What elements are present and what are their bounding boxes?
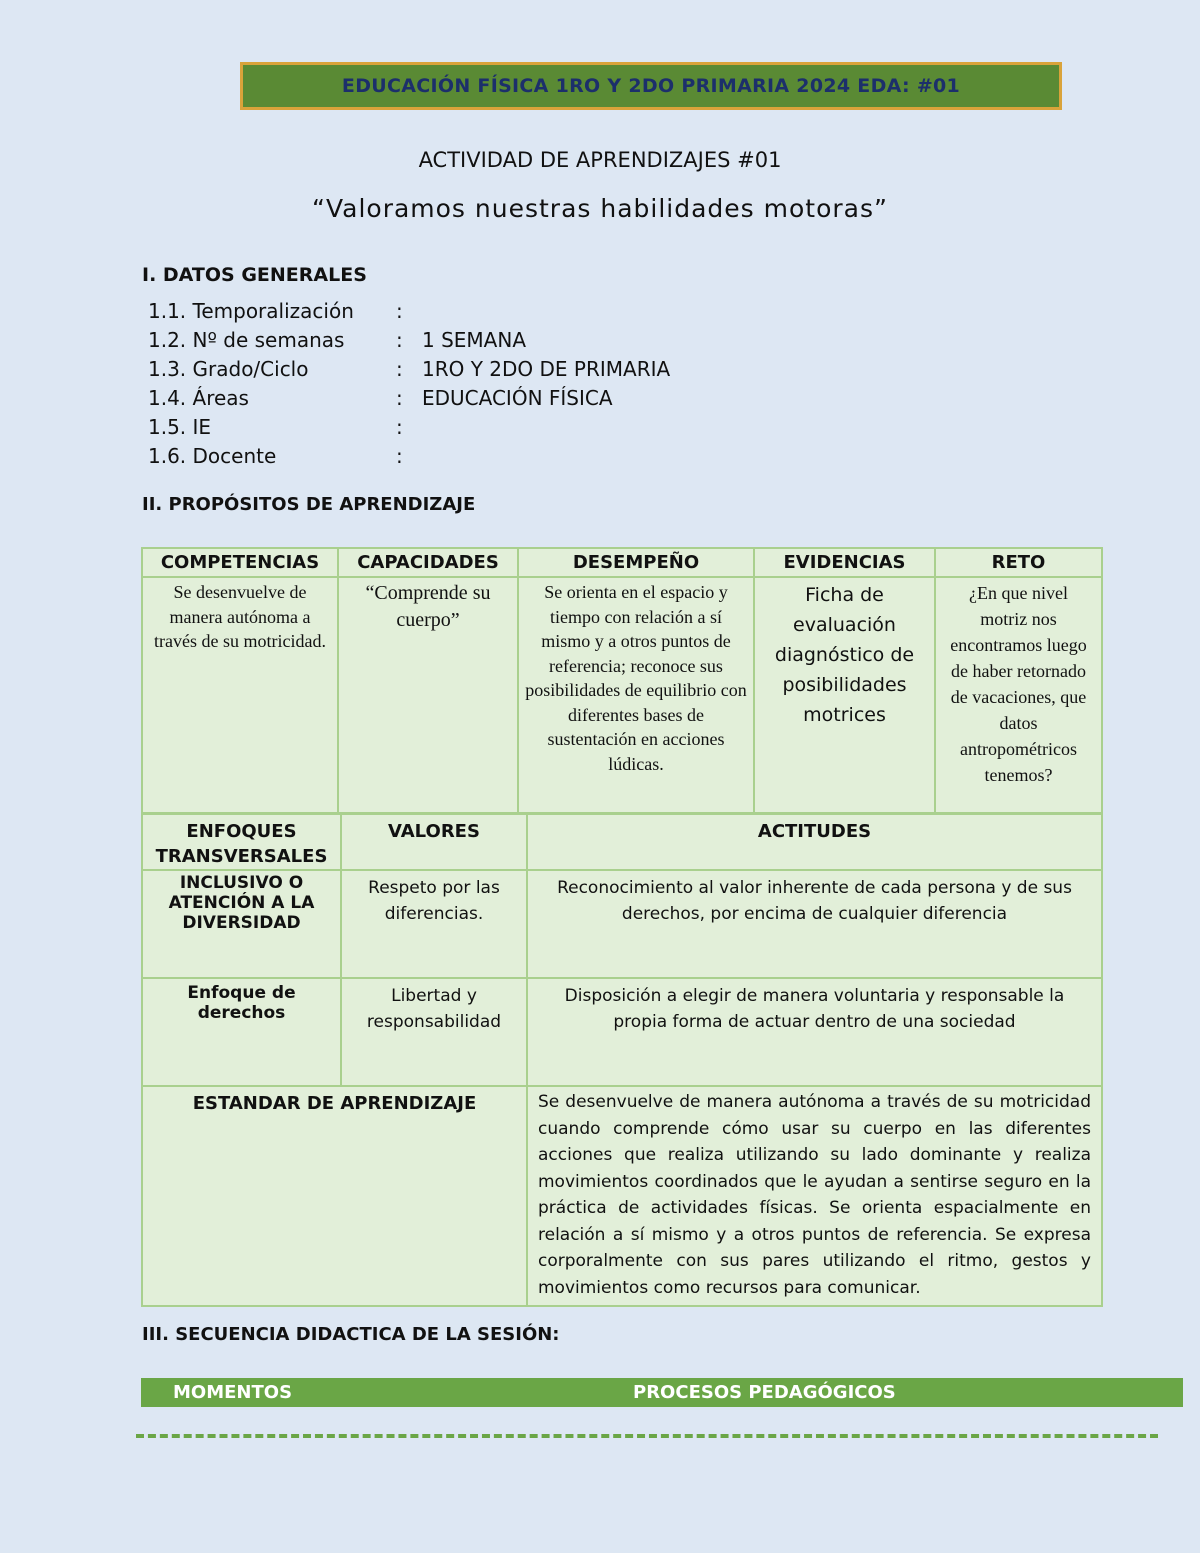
standard-label: ESTANDAR DE APRENDIZAJE bbox=[142, 1086, 527, 1306]
cell-desempeno: Se orienta en el espacio y tiempo con relación a sí mismo y a otros puntos de referencia; reconoce sus posibilidades de equilibrio con diferentes bases de sustentación en acciones lúdicas. bbox=[518, 577, 754, 813]
cell-reto: ¿En que nivel motriz nos encontramos luego de haber retornado de vacaciones, que datos antropométricos tenemos? bbox=[935, 577, 1102, 813]
general-row-semanas bbox=[148, 325, 670, 354]
enfoque-name: Enfoque de derechos bbox=[142, 978, 341, 1086]
enfoque-actitud: Reconocimiento al valor inherente de cada persona y de sus derechos, por encima de cualquier diferencia bbox=[527, 870, 1102, 978]
general-row-temporalizacion bbox=[148, 296, 670, 325]
cell-evidencia: Ficha de evaluación diagnóstico de posibilidades motrices bbox=[754, 577, 935, 813]
general-label: 1.3. Grado/Ciclo bbox=[148, 356, 309, 381]
purposes-header-row bbox=[142, 548, 1102, 577]
general-colon: : bbox=[396, 385, 403, 410]
standard-row bbox=[142, 1086, 1102, 1306]
transversal-header-row bbox=[142, 814, 1102, 870]
general-row-grado bbox=[148, 354, 670, 383]
document-banner bbox=[240, 62, 1062, 110]
general-row-ie bbox=[148, 412, 670, 441]
standard-text: Se desenvuelve de manera autónoma a través de su motricidad cuando comprende cómo usar su cuerpo en las diferentes acciones que realiza utilizando su lado dominante y realiza movimientos coordinados que le ayudan a sentirse seguro en la práctica de actividades físicas. Se orienta espacialmente en relación a sí mismo y a otros puntos de referencia. Se expresa corporalmente con sus pares utilizando el ritmo, gestos y movimientos como recursos para comunicar. bbox=[527, 1086, 1102, 1306]
header-reto: RETO bbox=[935, 548, 1102, 577]
header-valores: VALORES bbox=[341, 814, 527, 870]
general-data-list bbox=[148, 296, 670, 470]
cell-competencia: Se desenvuelve de manera autónoma a través de su motricidad. bbox=[142, 577, 338, 813]
section-propositos: II. PROPÓSITOS DE APRENDIZAJE bbox=[142, 494, 476, 515]
transversal-row bbox=[142, 870, 1102, 978]
banner-title: EDUCACIÓN FÍSICA 1RO Y 2DO PRIMARIA 2024 EDA: #01 bbox=[341, 75, 961, 97]
momentos-label: MOMENTOS bbox=[173, 1382, 293, 1403]
header-evidencias: EVIDENCIAS bbox=[754, 548, 935, 577]
general-colon: : bbox=[396, 327, 403, 352]
header-actitudes: ACTITUDES bbox=[527, 814, 1102, 870]
purposes-content-row bbox=[142, 577, 1102, 813]
dashed-divider bbox=[136, 1434, 1158, 1438]
general-row-docente bbox=[148, 441, 670, 470]
transversal-table bbox=[141, 813, 1103, 1307]
general-colon: : bbox=[396, 414, 403, 439]
general-label: 1.4. Áreas bbox=[148, 385, 249, 410]
general-value: EDUCACIÓN FÍSICA bbox=[422, 385, 613, 410]
header-desempeno: DESEMPEÑO bbox=[518, 548, 754, 577]
enfoque-actitud: Disposición a elegir de manera voluntaria y responsable la propia forma de actuar dentro de una sociedad bbox=[527, 978, 1102, 1086]
section-secuencia: III. SECUENCIA DIDACTICA DE LA SESIÓN: bbox=[142, 1324, 560, 1345]
activity-subtitle: “Valoramos nuestras habilidades motoras” bbox=[312, 194, 888, 223]
general-label: 1.1. Temporalización bbox=[148, 298, 354, 323]
header-capacidades: CAPACIDADES bbox=[338, 548, 518, 577]
general-label: 1.5. IE bbox=[148, 414, 212, 439]
activity-title: ACTIVIDAD DE APRENDIZAJES #01 bbox=[418, 148, 782, 172]
general-label: 1.2. Nº de semanas bbox=[148, 327, 345, 352]
general-label: 1.6. Docente bbox=[148, 443, 277, 468]
general-colon: : bbox=[396, 356, 403, 381]
enfoque-valor: Respeto por las diferencias. bbox=[341, 870, 527, 978]
cell-capacidad: “Comprende su cuerpo” bbox=[338, 577, 518, 813]
transversal-row bbox=[142, 978, 1102, 1086]
general-row-areas bbox=[148, 383, 670, 412]
general-colon: : bbox=[396, 298, 403, 323]
general-value: 1RO Y 2DO DE PRIMARIA bbox=[422, 356, 671, 381]
general-value: 1 SEMANA bbox=[422, 327, 526, 352]
header-enfoques: ENFOQUES TRANSVERSALES bbox=[142, 814, 341, 870]
header-competencias: COMPETENCIAS bbox=[142, 548, 338, 577]
sequence-header-bar bbox=[141, 1378, 1183, 1407]
enfoque-name: INCLUSIVO O ATENCIÓN A LA DIVERSIDAD bbox=[142, 870, 341, 978]
enfoque-valor: Libertad y responsabilidad bbox=[341, 978, 527, 1086]
section-datos-generales: I. DATOS GENERALES bbox=[142, 264, 367, 286]
procesos-label: PROCESOS PEDAGÓGICOS bbox=[633, 1382, 896, 1403]
general-colon: : bbox=[396, 443, 403, 468]
purposes-table bbox=[141, 547, 1103, 814]
